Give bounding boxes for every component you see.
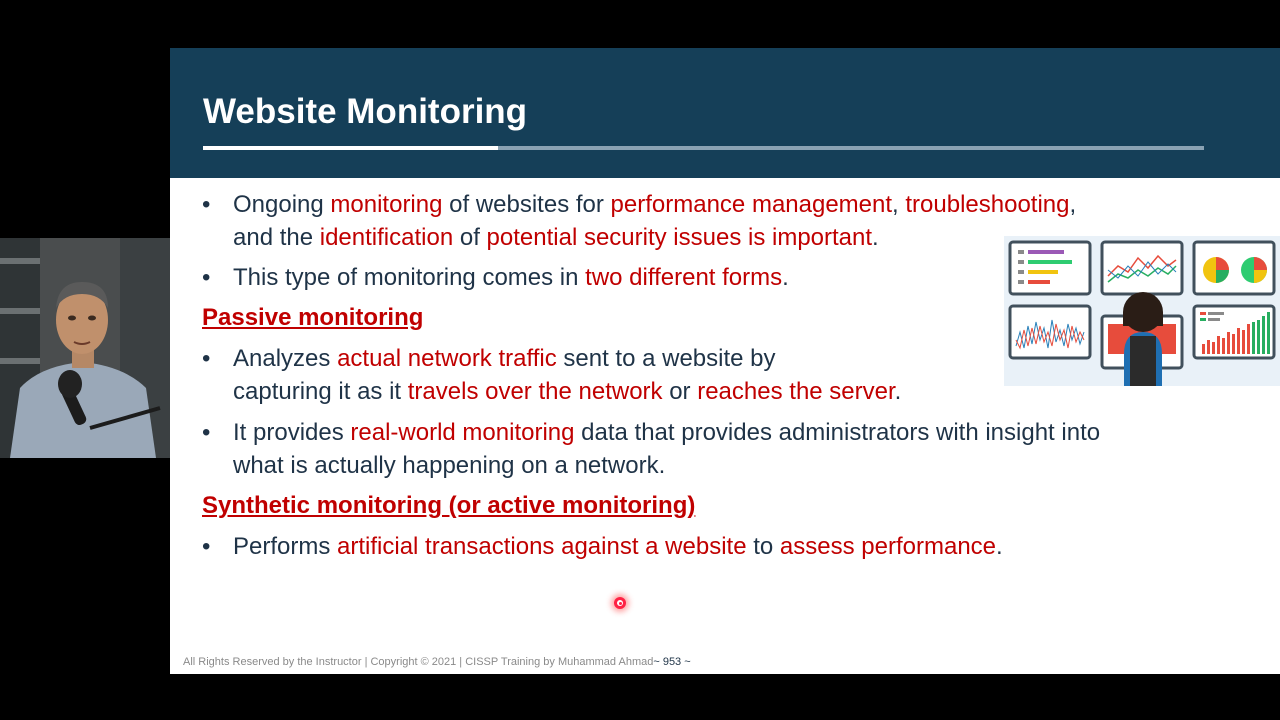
monitoring-illustration — [1004, 236, 1280, 386]
synthetic-monitoring-heading: Synthetic monitoring (or active monitoring) — [202, 492, 696, 519]
title-divider — [498, 146, 1204, 150]
pointer-cursor-icon — [614, 597, 626, 609]
slide-title: Website Monitoring — [203, 92, 528, 131]
slide-footer — [183, 656, 691, 668]
slide — [170, 48, 1280, 674]
footer-copyright: All Rights Reserved by the Instructor | Copyright © 2021 | CISSP Training by Muhammad Ahmad — [183, 656, 654, 668]
bullet-dot: • — [202, 345, 211, 372]
bullet-dot: • — [202, 533, 211, 560]
title-underline — [203, 146, 498, 150]
bullet-dot: • — [202, 264, 211, 291]
slide-content: • Ongoing monitoring of websites for performance management, troubleshooting, and the identification of potential security issues is important. • This type of monitoring comes in two different forms. Passive monitoring • Analyzes actual network traffic sent to a website by capturing it as it travels over the network or reaches the server. • It provides real-world monitoring data that provides administrators with insight into what is actually happening on a network. Synthetic monitoring (or active monitoring) • Performs artificial transactions against a website to assess performance. — [170, 178, 1280, 674]
slide-header — [170, 48, 1280, 178]
bullet-dot: • — [202, 419, 211, 446]
passive-monitoring-heading: Passive monitoring — [202, 304, 424, 331]
bullet-dot: • — [202, 191, 211, 218]
page-number: ~ 953 ~ — [653, 656, 691, 668]
presenter-webcam — [0, 238, 170, 458]
